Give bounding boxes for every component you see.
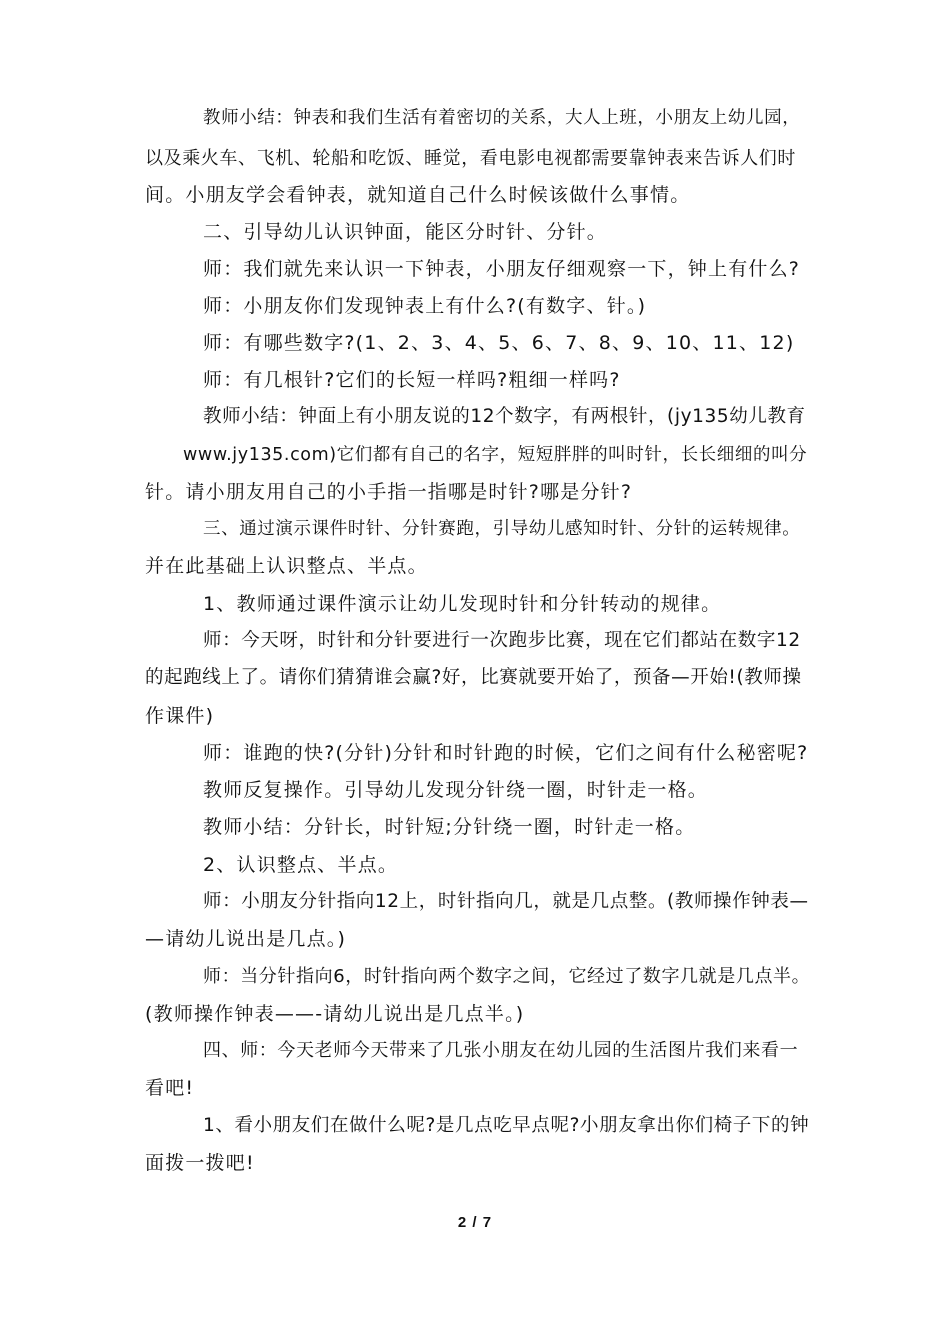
section-heading: 三、通过演示课件时针、分针赛跑，引导幼儿感知时针、分针的运转规律。 — [203, 519, 801, 539]
text-line: 教师小结：分针长，时针短;分针绕一圈，时针走一格。 — [203, 816, 696, 838]
text-line: 师：当分针指向6，时针指向两个数字之间，它经过了数字几就是几点半。 — [203, 966, 811, 987]
section-heading: 二、引导幼儿认识钟面，能区分时针、分针。 — [203, 221, 608, 243]
text-line: 师：有几根针?它们的长短一样吗?粗细一样吗? — [203, 369, 621, 391]
text-line: —请幼儿说出是几点。) — [145, 928, 347, 950]
section-heading: 并在此基础上认识整点、半点。 — [145, 555, 428, 577]
text-line: 教师小结：钟表和我们生活有着密切的关系，大人上班，小朋友上幼儿园， — [203, 108, 801, 128]
text-line: 师：小朋友你们发现钟表上有什么?(有数字、针。) — [203, 295, 647, 317]
text-line: 看吧! — [145, 1077, 195, 1099]
text-line: 师：有哪些数字?(1、2、3、4、5、6、7、8、9、10、11、12) — [203, 332, 795, 354]
text-line: 师：今天呀，时针和分针要进行一次跑步比赛，现在它们都站在数字12 — [203, 630, 801, 651]
text-line: (教师操作钟表——-请幼儿说出是几点半。) — [145, 1003, 525, 1025]
page-number: 2 / 7 — [457, 1214, 493, 1231]
text-line: 师：谁跑的快?(分针)分针和时针跑的时候，它们之间有什么秘密呢? — [203, 742, 809, 764]
text-line: 师：我们就先来认识一下钟表，小朋友仔细观察一下，钟上有什么? — [203, 258, 801, 280]
text-line: 针。请小朋友用自己的小手指一指哪是时针?哪是分针? — [145, 481, 633, 503]
text-line: 师：小朋友分针指向12上，时针指向几，就是几点整。(教师操作钟表— — [203, 891, 809, 912]
subsection-heading: 1、看小朋友们在做什么呢?是几点吃早点呢?小朋友拿出你们椅子下的钟 — [203, 1115, 810, 1136]
section-heading: 四、师：今天老师今天带来了几张小朋友在幼儿园的生活图片我们来看一 — [203, 1040, 799, 1061]
text-line: www.jy135.com)它们都有自己的名字，短短胖胖的叫时针，长长细细的叫分 — [183, 445, 808, 465]
text-line: 教师反复操作。引导幼儿发现分针绕一圈，时针走一格。 — [203, 779, 709, 801]
text-line: 间。小朋友学会看钟表，就知道自己什么时候该做什么事情。 — [145, 184, 691, 206]
text-line: 教师小结：钟面上有小朋友说的12个数字，有两根针，(jy135幼儿教育 — [203, 406, 806, 427]
text-line: 以及乘火车、飞机、轮船和吃饭、睡觉，看电影电视都需要靠钟表来告诉人们时 — [145, 148, 796, 169]
text-line: 面拨一拨吧! — [145, 1152, 255, 1174]
subsection-heading: 2、认识整点、半点。 — [203, 854, 399, 876]
subsection-heading: 1、教师通过课件演示让幼儿发现时针和分针转动的规律。 — [203, 593, 722, 615]
text-line: 的起跑线上了。请你们猜猜谁会赢?好，比赛就要开始了，预备—开始!(教师操 — [145, 667, 802, 688]
text-line: 作课件) — [145, 705, 215, 727]
